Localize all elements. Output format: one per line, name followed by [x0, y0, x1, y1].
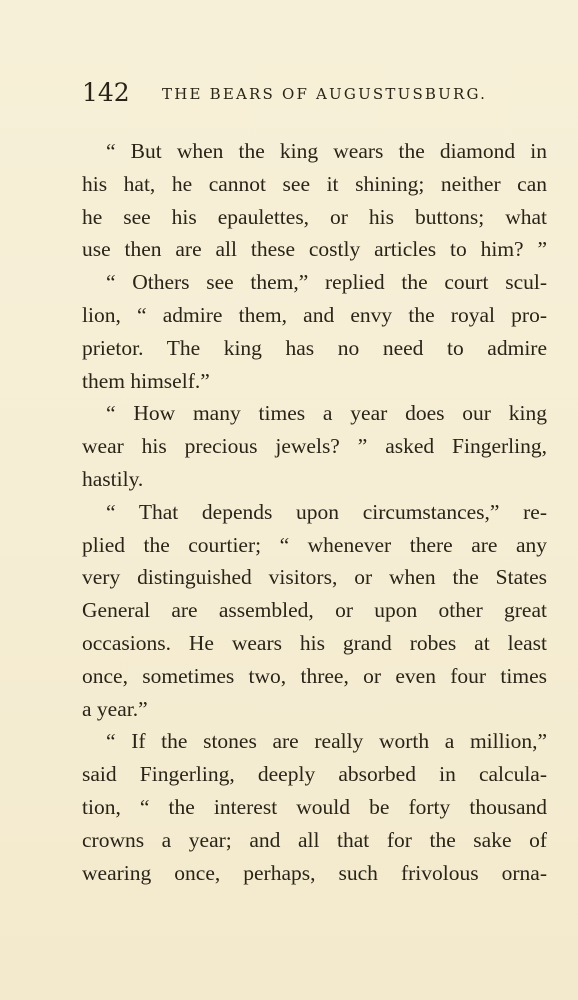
text-line: “ But when the king wears the diamond in [106, 139, 547, 163]
text-line: occasions. He wears his grand robes at least [82, 630, 547, 655]
text-line: wearing once, perhaps, such frivolous orna- [82, 860, 547, 885]
text-line: hastily. [82, 466, 144, 491]
text-line: “ If the stones are really worth a million,” [106, 729, 547, 754]
text-line: “ That depends upon circumstances,” re- [106, 499, 547, 524]
text-line: them himself.” [82, 368, 210, 393]
text-line: wear his precious jewels? ” asked Fingerling, [82, 434, 547, 459]
body-text [82, 135, 547, 889]
text-line: he see his epaulettes, or his buttons; what [82, 204, 547, 229]
text-line: a year.” [82, 696, 148, 721]
text-line: “ Others see them,” replied the court scul- [106, 270, 547, 295]
text-line: said Fingerling, deeply absorbed in calcula- [82, 762, 547, 787]
page-number: 142 [82, 78, 130, 107]
text-line: crowns a year; and all that for the sake of [82, 827, 547, 852]
text-line: his hat, he cannot see it shining; neither can [82, 171, 547, 196]
text-line: use then are all these costly articles to him? ” [82, 237, 547, 262]
text-line: lion, “ admire them, and envy the royal pro- [82, 302, 547, 327]
text-line: plied the courtier; “ whenever there are any [82, 532, 547, 557]
text-line: “ How many times a year does our king [106, 401, 547, 426]
text-line: tion, “ the interest would be forty thousand [82, 794, 547, 819]
page-header [82, 78, 552, 108]
text-line: prietor. The king has no need to admire [82, 335, 547, 360]
text-line: once, sometimes two, three, or even four times [82, 663, 547, 688]
text-line: very distinguished visitors, or when the States [82, 565, 547, 590]
text-line: General are assembled, or upon other great [82, 598, 547, 623]
running-head: THE BEARS OF AUGUSTUSBURG. [162, 85, 488, 103]
